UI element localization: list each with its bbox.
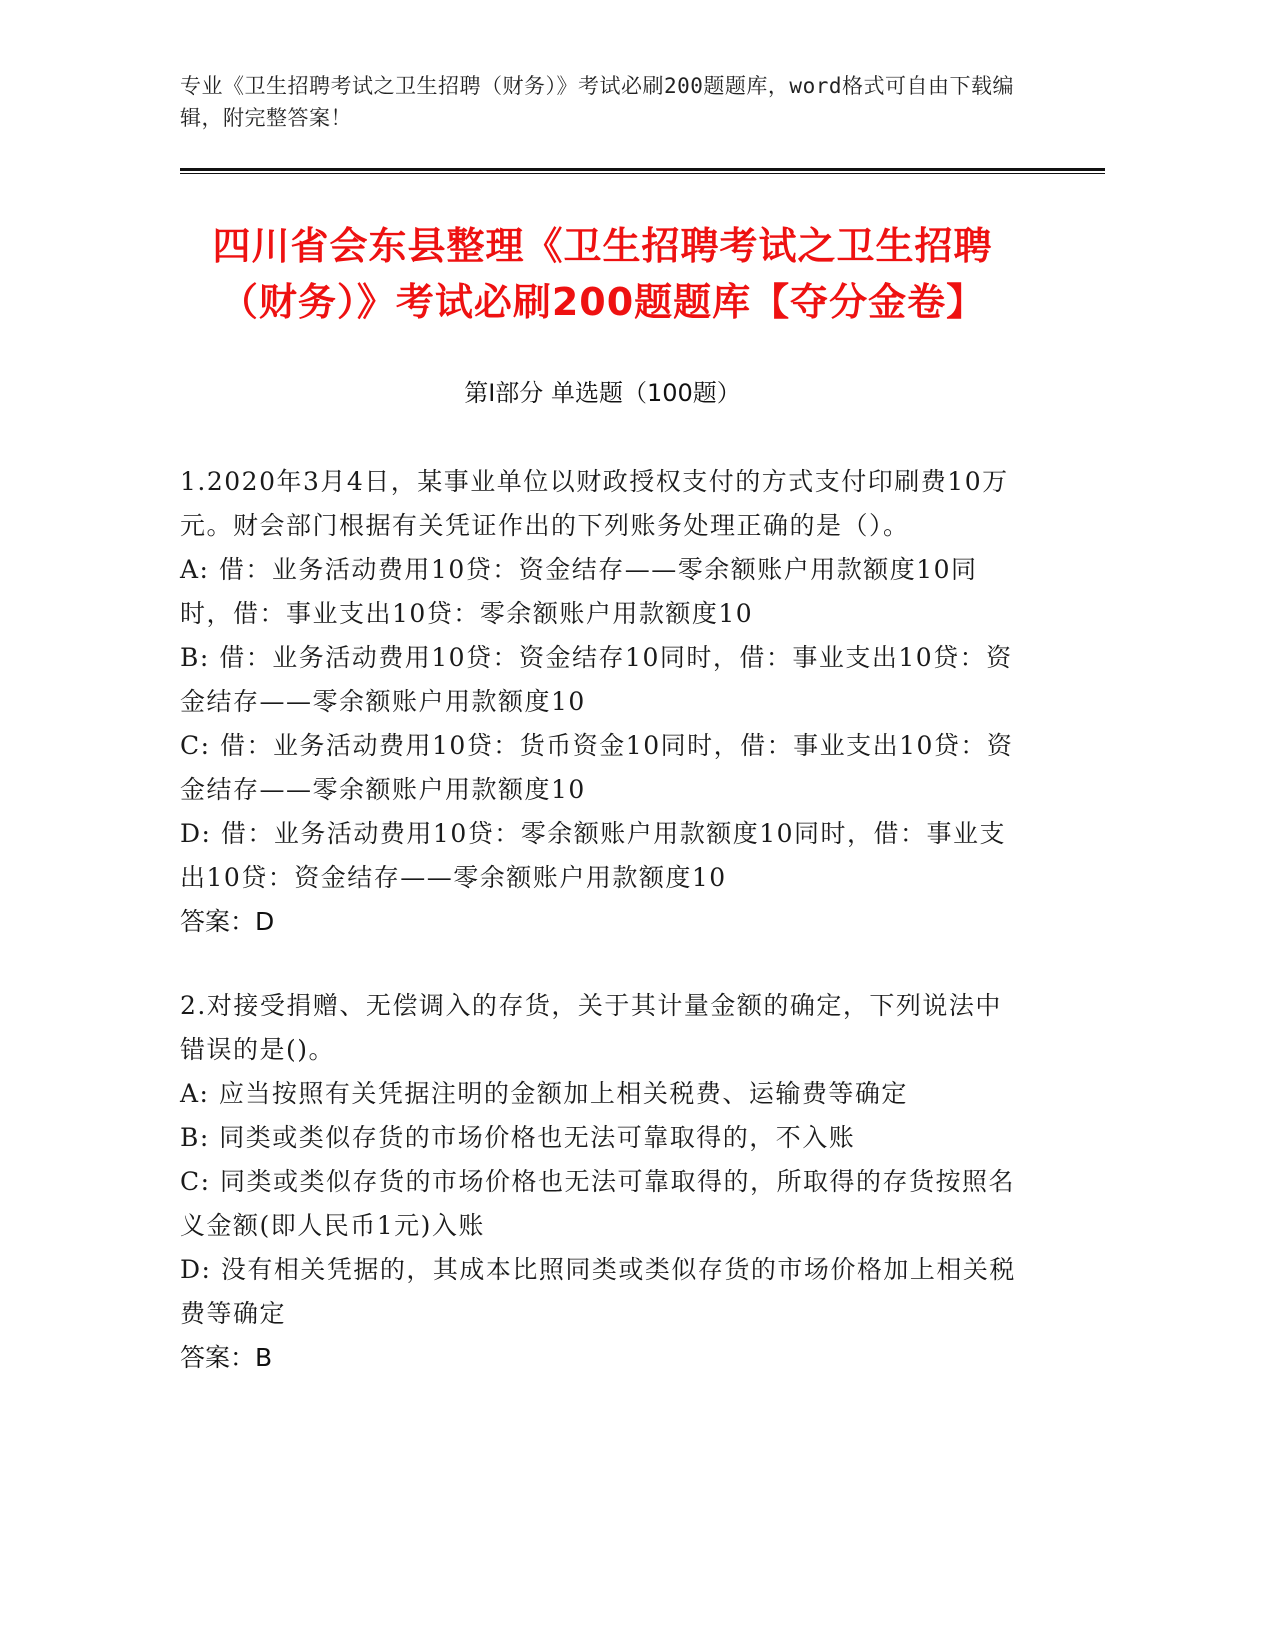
question-1 — [180, 460, 1025, 944]
section-title: 第Ⅰ部分 单选题（100题） — [464, 379, 741, 407]
option-d: D: 借：业务活动费用10贷：零余额账户用款额度10同时，借：事业支出10贷：资金结存——零余额账户用款额度10 — [180, 819, 1007, 892]
answer: 答案：D — [180, 907, 275, 936]
header-divider — [180, 168, 1105, 171]
option-d: D: 没有相关凭据的，其成本比照同类或类似存货的市场价格加上相关税费等确定 — [180, 1255, 1016, 1328]
option-c: C: 同类或类似存货的市场价格也无法可靠取得的，所取得的存货按照名义金额(即人民币1元)入账 — [180, 1167, 1016, 1240]
option-c: C: 借：业务活动费用10贷：货币资金10同时，借：事业支出10贷：资金结存——零余额账户用款额度10 — [180, 731, 1014, 804]
question-stem: 2.对接受捐赠、无偿调入的存货，关于其计量金额的确定，下列说法中错误的是()。 — [180, 991, 1002, 1064]
option-b: B: 借：业务活动费用10贷：资金结存10同时，借：事业支出10贷：资金结存——零余额账户用款额度10 — [180, 643, 1013, 716]
header-divider-thin — [180, 173, 1105, 174]
question-2 — [180, 984, 1025, 1380]
document-page — [180, 70, 1105, 1380]
question-stem: 1.2020年3月4日，某事业单位以财政授权支付的方式支付印刷费10万元。财会部门根据有关凭证作出的下列账务处理正确的是（）。 — [180, 467, 1009, 540]
answer: 答案：B — [180, 1343, 273, 1372]
option-a: A: 借：业务活动费用10贷：资金结存——零余额账户用款额度10同时，借：事业支出10贷：零余额账户用款额度10 — [180, 555, 978, 628]
option-a: A: 应当按照有关凭据注明的金额加上相关税费、运输费等确定 — [180, 1079, 908, 1108]
document-title: 四川省会东县整理《卫生招聘考试之卫生招聘（财务）》考试必刷200题题库【夺分金卷】 — [212, 224, 993, 324]
option-b: B: 同类或类似存货的市场价格也无法可靠取得的，不入账 — [180, 1123, 856, 1152]
header-note: 专业《卫生招聘考试之卫生招聘（财务）》考试必刷200题题库，word格式可自由下载编辑，附完整答案！ — [180, 74, 1014, 130]
